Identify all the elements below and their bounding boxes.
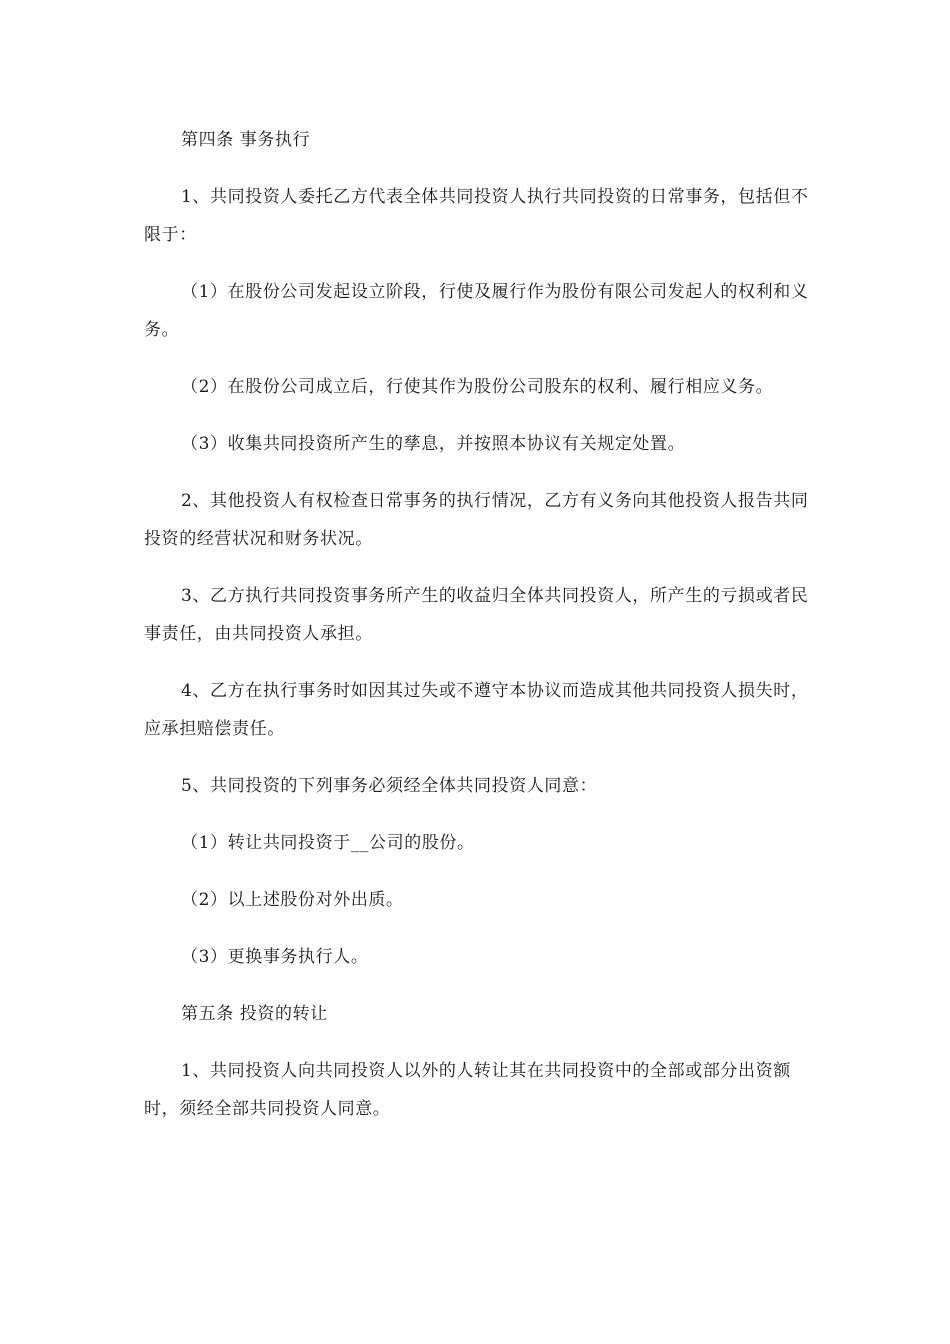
article-4-clause-4: 4、乙方在执行事务时如因其过失或不遵守本协议而造成其他共同投资人损失时，应承担赔偿责任。: [144, 681, 809, 739]
article-4-clause-5-item-1: （1）转让共同投资于__公司的股份。: [181, 833, 475, 853]
document-body: [144, 121, 810, 1147]
article-4-clause-3: 3、乙方执行共同投资事务所产生的收益归全体共同投资人，所产生的亏损或者民事责任，由共同投资人承担。: [144, 586, 809, 644]
article-4-clause-1-item-1: （1）在股份公司发起设立阶段，行使及履行作为股份有限公司发起人的权利和义务。: [144, 282, 809, 340]
article-4-clause-1: 1、共同投资人委托乙方代表全体共同投资人执行共同投资的日常事务，包括但不限于：: [144, 187, 809, 245]
article-4-clause-5-item-2: （2）以上述股份对外出质。: [181, 890, 404, 910]
article-4-clause-1-item-3: （3）收集共同投资所产生的孳息，并按照本协议有关规定处置。: [181, 434, 686, 454]
article-4-clause-1-item-2: （2）在股份公司成立后，行使其作为股份公司股东的权利、履行相应义务。: [181, 377, 774, 397]
article-5-heading: 第五条 投资的转让: [181, 1004, 328, 1024]
article-4-clause-5-item-3: （3）更换事务执行人。: [181, 947, 369, 967]
article-4-heading: 第四条 事务执行: [181, 130, 311, 150]
article-5-clause-1: 1、共同投资人向共同投资人以外的人转让其在共同投资中的全部或部分出资额时，须经全部共同投资人同意。: [144, 1061, 791, 1119]
article-4-clause-2: 2、其他投资人有权检查日常事务的执行情况，乙方有义务向其他投资人报告共同投资的经营状况和财务状况。: [144, 491, 809, 549]
article-4-clause-5: 5、共同投资的下列事务必须经全体共同投资人同意：: [181, 776, 598, 796]
